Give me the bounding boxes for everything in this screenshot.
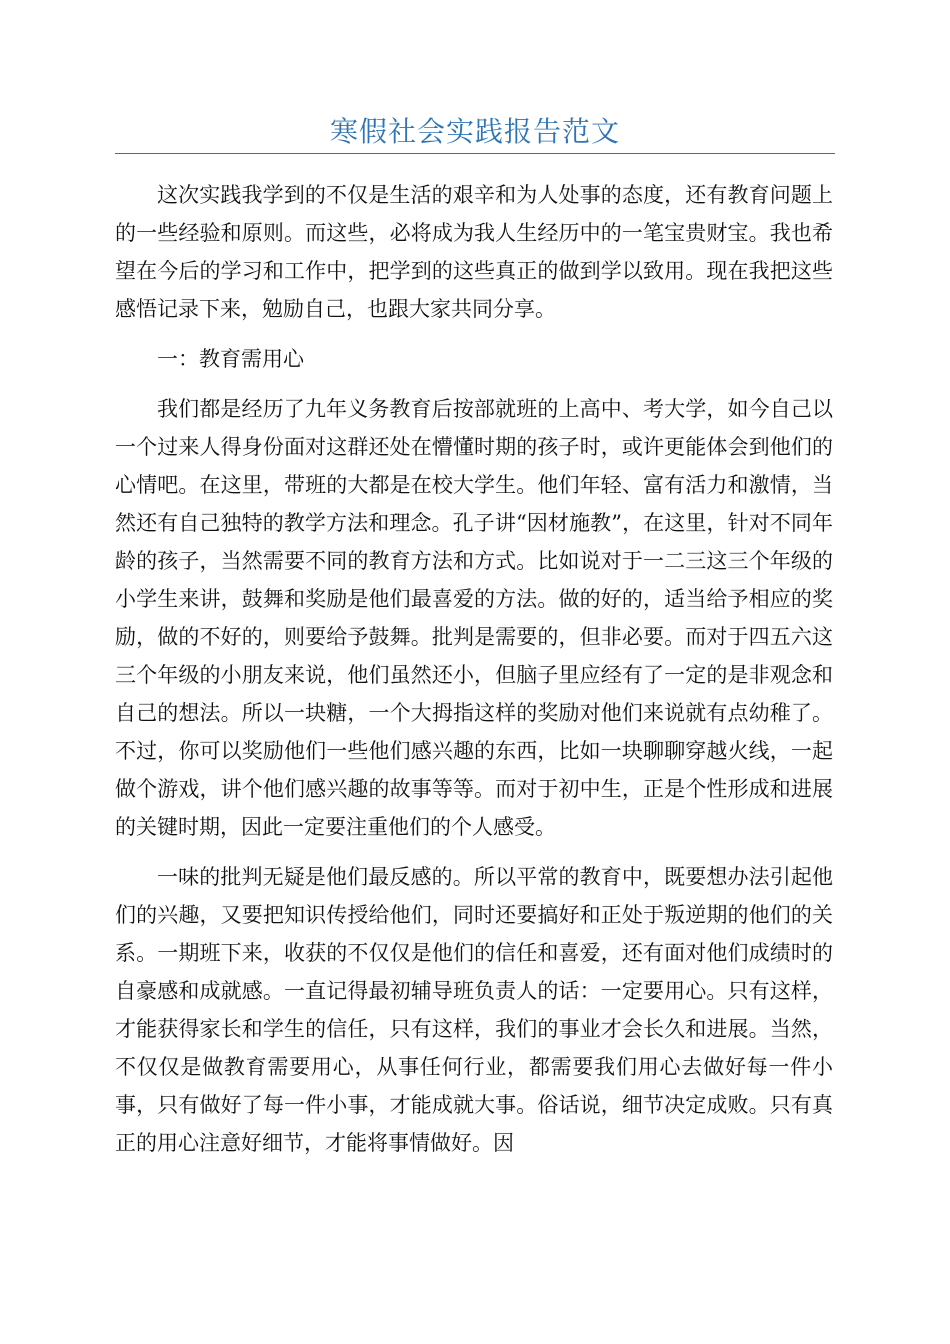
- section-heading: 一：教育需用心: [157, 347, 304, 371]
- paragraph-intro: 这次实践我学到的不仅是生活的艰辛和为人处事的态度，还有教育问题上的一些经验和原则。而这些，必将成为我人生经历中的一笔宝贵财宝。我也希望在今后的学习和工作中，把学到的这些真正的做到学以致用。现在我把这些感悟记录下来，勉励自己，也跟大家共同分享。: [115, 183, 833, 321]
- paragraph-criticism: 一味的批判无疑是他们最反感的。所以平常的教育中，既要想办法引起他们的兴趣，又要把知识传授给他们，同时还要搞好和正处于叛逆期的他们的关系。一期班下来，收获的不仅仅是他们的信任和喜爱，还有面对他们成绩时的自豪感和成就感。一直记得最初辅导班负责人的话：一定要用心。只有这样，才能获得家长和学生的信任，只有这样，我们的事业才会长久和进展。当然，不仅仅是做教育需要用心，从事任何行业，都需要我们用心去做好每一件小事，只有做好了每一件小事，才能成就大事。俗话说，细节决定成败。只有真正的用心注意好细节，才能将事情做好。因: [115, 865, 833, 1155]
- document-body: [115, 176, 833, 1174]
- title-underline: [115, 153, 835, 154]
- document-title: 寒假社会实践报告范文: [329, 115, 620, 148]
- paragraph-education: 我们都是经历了九年义务教育后按部就班的上高中、考大学，如今自己以一个过来人得身份面对这群还处在懵懂时期的孩子时，或许更能体会到他们的心情吧。在这里，带班的大都是在校大学生。他们年轻、富有活力和激情，当然还有自己独特的教学方法和理念。孔子讲“因材施教”，在这里，针对不同年龄的孩子，当然需要不同的教育方法和方式。比如说对于一二三这三个年级的小学生来讲，鼓舞和奖励是他们最喜爱的方法。做的好的，适当给予相应的奖励，做的不好的，则要给予鼓舞。批判是需要的，但非必要。而对于四五六这三个年级的小朋友来说，他们虽然还小，但脑子里应经有了一定的是非观念和自己的想法。所以一块糖，一个大拇指这样的奖励对他们来说就有点幼稚了。不过，你可以奖励他们一些他们感兴趣的东西，比如一块聊聊穿越火线，一起做个游戏，讲个他们感兴趣的故事等等。而对于初中生，正是个性形成和进展的关键时期，因此一定要注重他们的个人感受。: [115, 397, 833, 839]
